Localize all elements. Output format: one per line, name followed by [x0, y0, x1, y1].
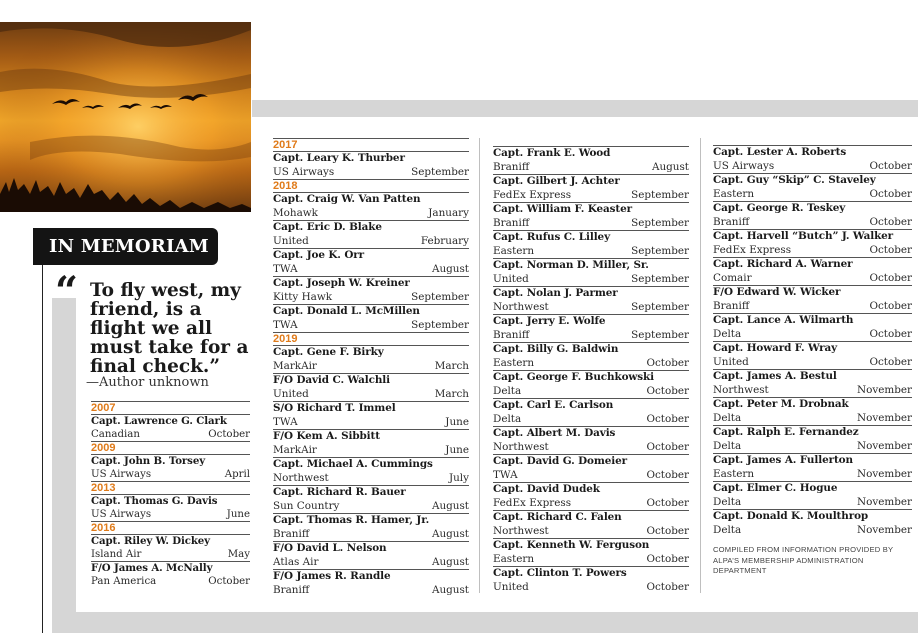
pilot-name: Capt. Nolan J. Parmer — [493, 287, 618, 299]
entry-details — [493, 385, 689, 399]
airline: FedEx Express — [713, 243, 792, 256]
month: September — [411, 165, 469, 178]
entry-details — [91, 548, 250, 561]
airline: Eastern — [713, 467, 755, 480]
memorial-entry — [91, 494, 250, 521]
memorial-entry — [493, 174, 689, 202]
memorial-entry — [713, 201, 912, 229]
airline: United — [713, 355, 749, 368]
pilot-name: F/O James A. McNally — [91, 562, 213, 574]
airline: Canadian — [91, 429, 140, 440]
month: April — [224, 469, 250, 480]
pilot-name: Capt. Norman D. Miller, Sr. — [493, 259, 649, 271]
memorial-entry — [493, 398, 689, 426]
airline: Eastern — [493, 356, 535, 369]
memorial-entry — [493, 314, 689, 342]
memorial-entry — [273, 373, 469, 401]
month: September — [631, 216, 689, 229]
airline: Braniff — [273, 527, 310, 540]
entry-details — [273, 388, 469, 402]
pilot-name: Capt. Ralph E. Fernandez — [713, 426, 859, 438]
airline: Delta — [713, 411, 742, 424]
entry-details — [713, 272, 912, 286]
entry-details — [273, 207, 469, 221]
entry-details — [91, 468, 250, 481]
pilot-name: Capt. Donald L. McMillen — [273, 305, 420, 317]
entry-details — [493, 217, 689, 231]
month: November — [857, 467, 912, 480]
entry-details — [493, 553, 689, 567]
memorial-column-2 — [273, 138, 469, 597]
airline: Braniff — [493, 216, 530, 229]
month: September — [631, 328, 689, 341]
month: August — [431, 555, 469, 568]
memorial-entry — [493, 510, 689, 538]
airline: Braniff — [713, 215, 750, 228]
pilot-name: Capt. Gene F. Birky — [273, 346, 384, 358]
memorial-entry — [273, 304, 469, 332]
pilot-name: F/O David L. Nelson — [273, 542, 387, 554]
memorial-entry — [91, 534, 250, 561]
airline: Braniff — [493, 328, 530, 341]
month: September — [411, 290, 469, 303]
memorial-entry — [493, 230, 689, 258]
airline: Delta — [713, 495, 742, 508]
memorial-entry — [273, 345, 469, 373]
airline: Eastern — [493, 244, 535, 257]
pilot-name: Capt. Rufus C. Lilley — [493, 231, 611, 243]
memorial-entry — [713, 173, 912, 201]
memorial-entry — [273, 192, 469, 220]
memorial-entry — [713, 425, 912, 453]
decorative-gray-bar-left — [52, 298, 76, 633]
month: October — [646, 580, 689, 593]
pilot-name: Capt. Michael A. Cummings — [273, 458, 433, 470]
entry-details — [273, 584, 469, 598]
memorial-entry — [713, 341, 912, 369]
month: October — [646, 412, 689, 425]
pilot-name: Capt. Carl E. Carlson — [493, 399, 614, 411]
pilot-name: Capt. Harvell “Butch” J. Walker — [713, 230, 894, 242]
month: September — [631, 244, 689, 257]
month: October — [869, 243, 912, 256]
entry-details — [493, 329, 689, 343]
entry-details — [493, 357, 689, 371]
month: March — [434, 359, 469, 372]
entry-details — [273, 166, 469, 180]
entry-details — [713, 160, 912, 174]
month: November — [857, 383, 912, 396]
pilot-name: Capt. Richard R. Bauer — [273, 486, 406, 498]
airline: United — [493, 272, 529, 285]
airline: Sun Country — [273, 499, 340, 512]
pilot-name: Capt. Lawrence G. Clark — [91, 415, 227, 427]
pilot-name: Capt. George F. Buchkowski — [493, 371, 654, 383]
airline: United — [273, 387, 309, 400]
pilot-name: Capt. James A. Fullerton — [713, 454, 853, 466]
airline: Delta — [493, 384, 522, 397]
month: July — [448, 471, 469, 484]
pilot-name: Capt. Albert M. Davis — [493, 427, 616, 439]
pilot-name: Capt. William F. Keaster — [493, 203, 632, 215]
memorial-entry — [273, 151, 469, 179]
entry-details — [713, 188, 912, 202]
entry-details — [273, 500, 469, 514]
memorial-entry — [273, 485, 469, 513]
month: October — [646, 552, 689, 565]
entry-details — [91, 508, 250, 521]
pilot-name: Capt. Joe K. Orr — [273, 249, 365, 261]
entry-details — [493, 189, 689, 203]
month: August — [431, 527, 469, 540]
column-divider — [479, 138, 480, 593]
entry-details — [713, 244, 912, 258]
pilot-name: Capt. Joseph W. Kreiner — [273, 277, 410, 289]
entry-details — [91, 428, 250, 441]
memorial-entry — [91, 561, 250, 588]
month: October — [869, 355, 912, 368]
section-title: IN MEMORIAM — [33, 228, 218, 265]
entry-details — [713, 412, 912, 426]
pilot-name: Capt. David Dudek — [493, 483, 600, 495]
year-heading: 2007 — [91, 401, 250, 414]
pilot-name: Capt. Thomas R. Hamer, Jr. — [273, 514, 430, 526]
airline: Delta — [713, 523, 742, 536]
airline: Braniff — [493, 160, 530, 173]
memorial-entry — [273, 569, 469, 597]
airline: MarkAir — [273, 359, 317, 372]
memorial-entry — [493, 482, 689, 510]
pilot-name: Capt. Howard F. Wray — [713, 342, 838, 354]
month: September — [411, 318, 469, 331]
pilot-name: Capt. Craig W. Van Patten — [273, 193, 421, 205]
airline: US Airways — [273, 165, 335, 178]
month: September — [631, 188, 689, 201]
month: November — [857, 411, 912, 424]
entry-details — [493, 441, 689, 455]
column-divider — [700, 138, 701, 593]
month: August — [651, 160, 689, 173]
memorial-entry — [493, 286, 689, 314]
airline: Northwest — [493, 300, 549, 313]
airline: United — [493, 580, 529, 593]
airline: US Airways — [91, 509, 152, 520]
sunset-geese-photo — [0, 22, 251, 212]
memorial-entry — [493, 538, 689, 566]
year-heading: 2019 — [273, 332, 469, 345]
memorial-entry — [273, 513, 469, 541]
pilot-name: F/O Kem A. Sibbitt — [273, 430, 380, 442]
decorative-gray-bar-bottom — [52, 612, 918, 633]
entry-details — [713, 496, 912, 510]
month: October — [208, 576, 250, 587]
entry-details — [273, 472, 469, 486]
pilot-name: Capt. Billy G. Baldwin — [493, 343, 619, 355]
airline: TWA — [273, 318, 298, 331]
pilot-name: Capt. Elmer C. Hogue — [713, 482, 838, 494]
decorative-gray-bar — [252, 100, 918, 117]
month: October — [869, 299, 912, 312]
month: March — [434, 387, 469, 400]
month: September — [631, 300, 689, 313]
month: September — [631, 272, 689, 285]
pilot-name: Capt. Richard A. Warner — [713, 258, 853, 270]
pilot-name: Capt. Gilbert J. Achter — [493, 175, 620, 187]
airline: TWA — [273, 262, 298, 275]
memorial-entry — [493, 426, 689, 454]
memorial-entry — [713, 229, 912, 257]
entry-details — [493, 245, 689, 259]
month: October — [869, 215, 912, 228]
memorial-entry — [273, 276, 469, 304]
month: May — [227, 549, 250, 560]
quote-mark-icon: “ — [55, 268, 79, 315]
pilot-name: Capt. Guy “Skip” C. Staveley — [713, 174, 876, 186]
entry-details — [493, 469, 689, 483]
entry-details — [273, 235, 469, 249]
year-heading: 2017 — [273, 138, 469, 151]
pilot-name: Capt. Thomas G. Davis — [91, 495, 218, 507]
airline: Northwest — [713, 383, 769, 396]
airline: TWA — [273, 415, 298, 428]
month: October — [646, 524, 689, 537]
month: June — [226, 509, 250, 520]
airline: Braniff — [713, 299, 750, 312]
memorial-entry — [493, 146, 689, 174]
month: February — [420, 234, 469, 247]
pilot-name: Capt. George R. Teskey — [713, 202, 846, 214]
entry-details — [713, 300, 912, 314]
pilot-name: Capt. James A. Bestul — [713, 370, 837, 382]
pilot-name: F/O James R. Randle — [273, 570, 391, 582]
pilot-name: Capt. Riley W. Dickey — [91, 535, 210, 547]
airline: MarkAir — [273, 443, 317, 456]
memorial-entry — [713, 397, 912, 425]
year-heading: 2018 — [273, 179, 469, 192]
pilot-name: Capt. John B. Torsey — [91, 455, 206, 467]
airline: Kitty Hawk — [273, 290, 333, 303]
entry-details — [273, 360, 469, 374]
entry-details — [273, 444, 469, 458]
memorial-entry — [91, 454, 250, 481]
pilot-name: S/O Richard T. Immel — [273, 402, 396, 414]
entry-details — [273, 319, 469, 333]
airline: US Airways — [91, 469, 152, 480]
month: June — [445, 415, 469, 428]
airline: Delta — [493, 412, 522, 425]
source-note: COMPILED FROM INFORMATION PROVIDED BY ALPA’S MEMBERSHIP ADMINISTRATION DEPARTMENT — [713, 545, 894, 575]
month: October — [869, 327, 912, 340]
airline: Comair — [713, 271, 752, 284]
pull-quote: To fly west, my friend, is a flight we all must take for a final check.” — [90, 280, 249, 377]
memorial-entry — [493, 454, 689, 482]
quote-author: —Author unknown — [86, 375, 209, 390]
memorial-entry — [273, 220, 469, 248]
memorial-entry — [273, 429, 469, 457]
entry-details — [91, 575, 250, 588]
airline: Northwest — [493, 440, 549, 453]
month: November — [857, 439, 912, 452]
memorial-entry — [273, 248, 469, 276]
month: January — [428, 206, 469, 219]
memorial-entry — [493, 566, 689, 594]
entry-details — [493, 413, 689, 427]
pilot-name: F/O David C. Walchli — [273, 374, 390, 386]
memorial-entry — [273, 401, 469, 429]
airline: Delta — [713, 439, 742, 452]
memorial-entry — [493, 370, 689, 398]
month: October — [646, 496, 689, 509]
airline: Pan America — [91, 576, 157, 587]
entry-details — [493, 525, 689, 539]
airline: Atlas Air — [273, 555, 319, 568]
entry-details — [713, 328, 912, 342]
airline: US Airways — [713, 159, 775, 172]
month: June — [445, 443, 469, 456]
pilot-name: Capt. David G. Domeier — [493, 455, 628, 467]
memorial-entry — [713, 369, 912, 397]
month: October — [646, 384, 689, 397]
year-heading: 2009 — [91, 441, 250, 454]
year-heading: 2013 — [91, 481, 250, 494]
airline: Delta — [713, 327, 742, 340]
entry-details — [713, 356, 912, 370]
divider-line — [42, 265, 43, 633]
memorial-entry — [493, 202, 689, 230]
airline: FedEx Express — [493, 188, 572, 201]
memorial-entry — [713, 285, 912, 313]
pilot-name: Capt. Clinton T. Powers — [493, 567, 627, 579]
month: August — [431, 262, 469, 275]
month: October — [869, 159, 912, 172]
month: October — [208, 429, 250, 440]
entry-details — [273, 556, 469, 570]
airline: TWA — [493, 468, 518, 481]
memorial-entry — [713, 145, 912, 173]
entry-details — [713, 468, 912, 482]
memorial-entry — [713, 481, 912, 509]
entry-details — [713, 384, 912, 398]
pilot-name: F/O Edward W. Wicker — [713, 286, 841, 298]
entry-details — [493, 273, 689, 287]
airline: FedEx Express — [493, 496, 572, 509]
entry-details — [493, 161, 689, 175]
year-heading: 2016 — [91, 521, 250, 534]
pilot-name: Capt. Eric D. Blake — [273, 221, 382, 233]
entry-details — [713, 440, 912, 454]
pilot-name: Capt. Frank E. Wood — [493, 147, 611, 159]
pilot-name: Capt. Kenneth W. Ferguson — [493, 539, 650, 551]
memorial-column-3 — [493, 146, 689, 594]
entry-details — [493, 301, 689, 315]
entry-details — [273, 416, 469, 430]
memorial-entry — [493, 342, 689, 370]
memorial-column-4 — [713, 145, 912, 537]
pilot-name: Capt. Lester A. Roberts — [713, 146, 847, 158]
month: November — [857, 495, 912, 508]
pilot-name: Capt. Donald K. Moulthrop — [713, 510, 869, 522]
memorial-entry — [713, 257, 912, 285]
pilot-name: Capt. Leary K. Thurber — [273, 152, 405, 164]
airline: United — [273, 234, 309, 247]
airline: Eastern — [713, 187, 755, 200]
memorial-column-1 — [91, 401, 250, 588]
airline: Northwest — [493, 524, 549, 537]
airline: Northwest — [273, 471, 329, 484]
airline: Braniff — [273, 583, 310, 596]
entry-details — [273, 263, 469, 277]
entry-details — [273, 528, 469, 542]
memorial-entry — [273, 457, 469, 485]
airline: Eastern — [493, 552, 535, 565]
pilot-name: Capt. Lance A. Wilmarth — [713, 314, 854, 326]
month: October — [869, 271, 912, 284]
airline: Island Air — [91, 549, 142, 560]
month: October — [646, 356, 689, 369]
month: August — [431, 499, 469, 512]
memorial-entry — [713, 313, 912, 341]
month: October — [869, 187, 912, 200]
month: November — [857, 523, 912, 536]
airline: Mohawk — [273, 206, 318, 219]
month: October — [646, 468, 689, 481]
memorial-entry — [713, 453, 912, 481]
entry-details — [493, 581, 689, 595]
pilot-name: Capt. Richard C. Falen — [493, 511, 622, 523]
month: October — [646, 440, 689, 453]
memorial-entry — [493, 258, 689, 286]
pilot-name: Capt. Jerry E. Wolfe — [493, 315, 606, 327]
month: August — [431, 583, 469, 596]
memorial-entry — [91, 414, 250, 441]
pilot-name: Capt. Peter M. Drobnak — [713, 398, 849, 410]
entry-details — [713, 216, 912, 230]
memorial-entry — [713, 509, 912, 537]
memorial-entry — [273, 541, 469, 569]
entry-details — [713, 524, 912, 538]
entry-details — [273, 291, 469, 305]
entry-details — [493, 497, 689, 511]
